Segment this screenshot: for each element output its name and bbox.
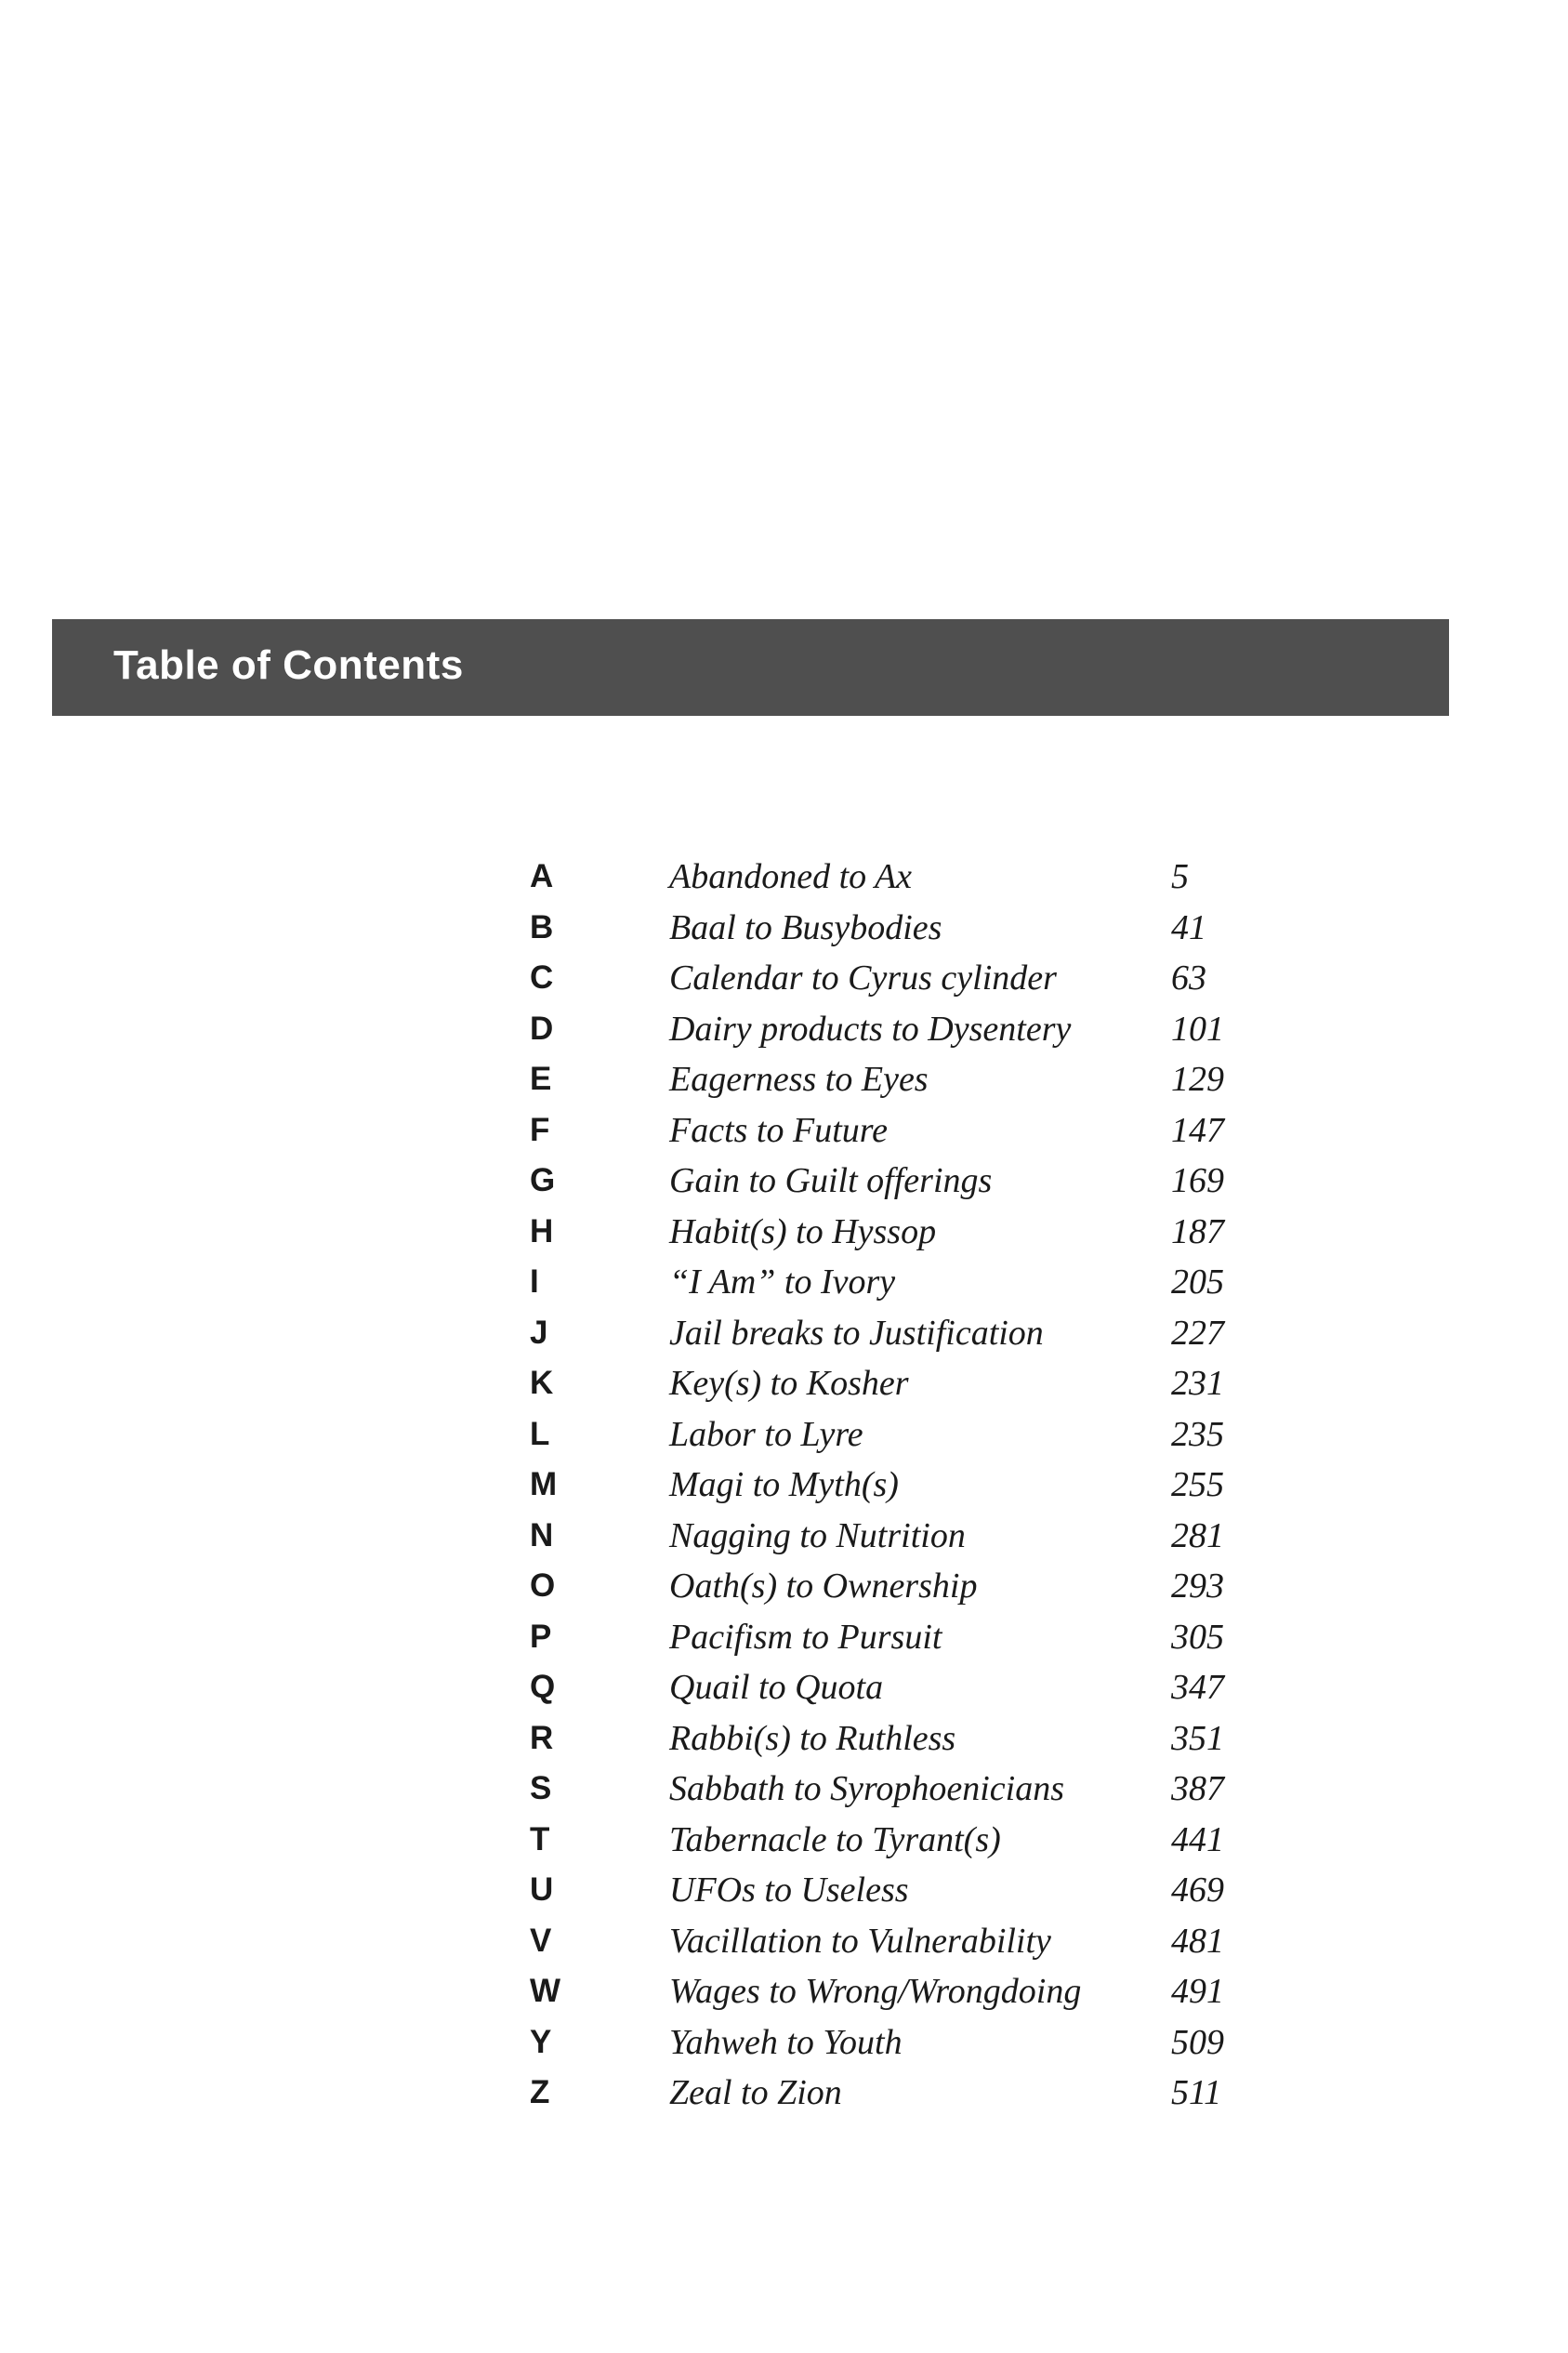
toc-topic: Baal to Busybodies <box>669 907 942 947</box>
toc-letter: U <box>530 1871 554 1908</box>
toc-entry <box>530 1105 1236 1157</box>
toc-topic: Abandoned to Ax <box>669 857 913 896</box>
toc-entry <box>530 1612 1236 1663</box>
toc-page-number: 387 <box>1171 1769 1224 1808</box>
toc-letter: M <box>530 1466 558 1502</box>
toc-page-number: 147 <box>1171 1110 1224 1150</box>
toc-topic: Yahweh to Youth <box>669 2022 903 2062</box>
toc-entry <box>530 1460 1236 1511</box>
toc-topic: Rabbi(s) to Ruthless <box>669 1718 956 1758</box>
toc-letter: N <box>530 1516 554 1553</box>
toc-letter: K <box>530 1365 554 1401</box>
toc-page-number: 511 <box>1171 2073 1222 2112</box>
toc-topic: Dairy products to Dysentery <box>669 1009 1072 1049</box>
toc-letter: P <box>530 1618 552 1655</box>
toc-page-number: 281 <box>1171 1515 1224 1555</box>
toc-page-number: 255 <box>1171 1465 1224 1504</box>
toc-entry <box>530 1511 1236 1562</box>
toc-entry <box>530 852 1236 903</box>
toc-page-number: 481 <box>1171 1921 1224 1961</box>
toc-list <box>530 852 1236 2119</box>
toc-entry <box>530 1713 1236 1765</box>
toc-entry <box>530 1561 1236 1612</box>
toc-page-number: 205 <box>1171 1262 1224 1302</box>
toc-letter: D <box>530 1010 554 1047</box>
toc-topic: Labor to Lyre <box>669 1414 863 1454</box>
toc-topic: Calendar to Cyrus cylinder <box>669 958 1057 998</box>
toc-entry <box>530 1207 1236 1258</box>
toc-letter: O <box>530 1567 556 1604</box>
toc-entry <box>530 2017 1236 2069</box>
toc-entry <box>530 1308 1236 1359</box>
toc-topic: Tabernacle to Tyrant(s) <box>669 1819 1001 1859</box>
toc-entry <box>530 1257 1236 1308</box>
toc-letter: G <box>530 1162 556 1198</box>
toc-page-number: 441 <box>1171 1819 1224 1859</box>
toc-page-number: 509 <box>1171 2022 1224 2062</box>
toc-entry <box>530 1815 1236 1866</box>
toc-topic: Oath(s) to Ownership <box>669 1566 978 1606</box>
toc-page-number: 491 <box>1171 1972 1224 2011</box>
toc-letter: I <box>530 1263 539 1300</box>
toc-letter: A <box>530 858 554 894</box>
toc-entry <box>530 1764 1236 1815</box>
toc-topic: Key(s) to Kosher <box>669 1364 909 1403</box>
toc-entry <box>530 2068 1236 2119</box>
toc-entry <box>530 953 1236 1004</box>
toc-letter: T <box>530 1820 550 1857</box>
toc-page-number: 5 <box>1171 857 1189 896</box>
toc-letter: Q <box>530 1669 556 1705</box>
toc-header-bar <box>52 619 1449 716</box>
toc-topic: Vacillation to Vulnerability <box>669 1921 1051 1961</box>
toc-letter: V <box>530 1922 552 1959</box>
toc-entry <box>530 1004 1236 1055</box>
toc-entry <box>530 1916 1236 1967</box>
toc-page-number: 231 <box>1171 1364 1224 1403</box>
toc-letter: R <box>530 1719 554 1756</box>
toc-page-number: 129 <box>1171 1060 1224 1099</box>
toc-entry <box>530 1156 1236 1207</box>
toc-letter: Y <box>530 2023 552 2060</box>
toc-page-number: 469 <box>1171 1871 1224 1910</box>
toc-page-number: 347 <box>1171 1668 1224 1707</box>
toc-topic: Jail breaks to Justification <box>669 1313 1044 1353</box>
toc-letter: S <box>530 1770 552 1806</box>
toc-topic: “I Am” to Ivory <box>669 1262 896 1302</box>
page-title: Table of Contents <box>113 642 464 688</box>
toc-entry <box>530 903 1236 954</box>
toc-topic: UFOs to Useless <box>669 1871 909 1910</box>
toc-topic: Zeal to Zion <box>669 2073 842 2112</box>
toc-letter: E <box>530 1061 552 1097</box>
toc-entry <box>530 1409 1236 1461</box>
toc-page-number: 169 <box>1171 1161 1224 1200</box>
toc-page-number: 187 <box>1171 1211 1224 1251</box>
toc-entry <box>530 1358 1236 1409</box>
toc-letter: L <box>530 1415 550 1452</box>
toc-page-number: 41 <box>1171 907 1206 947</box>
toc-topic: Facts to Future <box>669 1110 888 1150</box>
toc-topic: Pacifism to Pursuit <box>669 1617 942 1657</box>
toc-page-number: 227 <box>1171 1313 1224 1353</box>
toc-page-number: 235 <box>1171 1414 1224 1454</box>
toc-entry <box>530 1662 1236 1713</box>
toc-entry <box>530 1865 1236 1916</box>
toc-page-number: 305 <box>1171 1617 1224 1657</box>
toc-letter: H <box>530 1212 554 1249</box>
toc-letter: F <box>530 1111 550 1148</box>
toc-topic: Habit(s) to Hyssop <box>669 1211 937 1251</box>
toc-page-number: 101 <box>1171 1009 1224 1049</box>
toc-page-number: 293 <box>1171 1566 1224 1606</box>
toc-topic: Sabbath to Syrophoenicians <box>669 1769 1064 1808</box>
toc-topic: Quail to Quota <box>669 1668 884 1707</box>
toc-topic: Wages to Wrong/Wrongdoing <box>669 1972 1082 2011</box>
toc-letter: Z <box>530 2074 550 2110</box>
toc-page-number: 351 <box>1171 1718 1224 1758</box>
toc-letter: J <box>530 1314 548 1351</box>
toc-page-number: 63 <box>1171 958 1206 998</box>
toc-topic: Gain to Guilt offerings <box>669 1161 993 1200</box>
toc-topic: Eagerness to Eyes <box>669 1060 929 1099</box>
toc-entry <box>530 1054 1236 1105</box>
toc-letter: W <box>530 1973 561 2009</box>
toc-entry <box>530 1966 1236 2017</box>
toc-letter: C <box>530 959 554 996</box>
toc-letter: B <box>530 908 554 945</box>
toc-topic: Magi to Myth(s) <box>669 1465 899 1504</box>
toc-topic: Nagging to Nutrition <box>669 1515 966 1555</box>
